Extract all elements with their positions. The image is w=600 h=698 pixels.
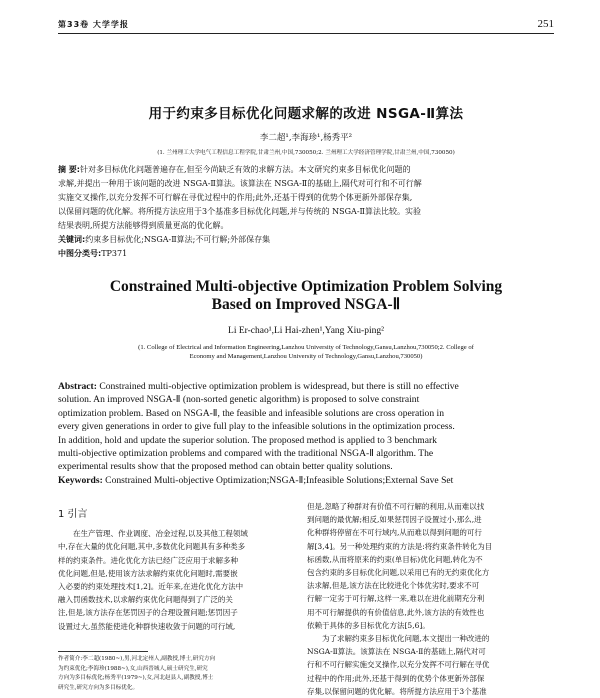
english-abstract-line: multi-objective optimization problems and compared with the traditional NSGA-Ⅱ algorithm. The	[58, 448, 434, 460]
chinese-title: 用于约束多目标优化问题求解的改进 NSGA-Ⅱ算法	[148, 106, 464, 122]
running-header	[58, 16, 554, 30]
english-abstract-line: solution. An improved NSGA-Ⅱ (non-sorted genetic algorithm) is proposed to solve constraint	[58, 394, 420, 406]
chinese-authors: 李二超¹,李海珍¹,杨秀平²	[259, 133, 353, 143]
intro-line: 入必要的约束处理技术[1,2]。近年来,在进化优化方法中	[58, 582, 244, 592]
chinese-affiliation: (1. 兰州理工大学电气工程信息工程学院,甘肃兰州,中国,730050;2. 兰州理工大学经济管理学院,甘肃兰州,中国,730050)	[157, 150, 455, 156]
chinese-keywords-label: 关键词:	[58, 235, 86, 244]
intro-line: 样的约束条件。进化优化方法已经广泛应用于求解多种	[58, 555, 238, 565]
footnote-line: 方向为多目标优化;杨秀平(1979~),女,河北赵县人,副教授,博士	[58, 675, 214, 682]
chinese-abstract-line: 针对多目标优化问题普遍存在,但至今尚缺乏有效的求解方法。本文研究约束多目标优化问题的	[79, 165, 411, 174]
intro-line: 行解一定劣于可行解,这样一来,难以在进化前期充分利	[307, 594, 485, 604]
intro-line: NSGA-Ⅱ算法。该算法在 NSGA-Ⅱ的基础上,隔代对可	[307, 647, 486, 657]
english-authors: Li Er-chao¹,Li Hai-zhen¹,Yang Xiu-ping²	[228, 326, 384, 336]
intro-line: 注,但是,该方法存在惩罚因子的合理设置问题;惩罚因子	[58, 608, 238, 618]
english-abstract-label: Abstract:	[58, 381, 97, 392]
page-number: 251	[537, 18, 554, 30]
intro-line: 融入罚函数技术,以求解约束优化问题得到了广泛的关	[58, 595, 233, 605]
intro-line: 用不可行解提供的有价值信息,此外,该方法的有效性也	[307, 607, 485, 617]
chinese-keywords: 约束多目标优化;NSGA-Ⅱ算法;不可行解;外部保存集	[85, 235, 271, 244]
right-column	[307, 500, 554, 698]
english-abstract-line: optimization problem. Based on NSGA-Ⅱ, the feasible and infeasible solutions are cross operation in	[58, 407, 444, 419]
intro-line: 但是,忽略了种群对有价值不可行解的利用,从而难以找	[307, 502, 485, 511]
english-abstract-block	[58, 380, 554, 487]
intro-line: 为了求解约束多目标优化问题,本文提出一种改进的	[322, 634, 490, 644]
intro-line: 优化问题,但是,使用该方法求解约束优化问题时,需要嵌	[58, 568, 238, 578]
english-title-line: Constrained Multi-objective Optimization Problem Solving	[109, 278, 503, 295]
chinese-abstract-line: 结果表明,所提方法能够得到质量更高的优化解。	[58, 221, 229, 230]
intro-line: 在生产管理、作业调度、冶金过程,以及其他工程领域	[73, 529, 248, 539]
intro-line: 依赖于具体的多目标优化方法[5,6]。	[307, 620, 430, 630]
header-rule	[58, 33, 554, 34]
chinese-abstract-line: 实施交叉操作,以充分发挥不可行解在寻优过程中的作用;此外,还基于得到的优势个体更新外部保存集,	[58, 193, 413, 202]
english-affiliation-line: Economy and Management,Lanzhou University of Technology,Gansu,Lanzhou,730050)	[189, 353, 423, 360]
intro-line: 设置过大,虽然能使进化种群快速收敛于问题的可行域,	[58, 621, 236, 631]
footnote-line: 研究生,研究方向为多目标优化。	[58, 684, 139, 691]
intro-line: 法求解,但是,该方法在比较进化个体优劣时,要求不可	[307, 581, 480, 591]
journal-name: 第33卷 大学学报	[58, 20, 129, 29]
chinese-abstract-block	[58, 163, 554, 261]
section-heading: 1 引言	[58, 509, 88, 520]
author-footnote	[58, 655, 298, 693]
english-title	[58, 278, 554, 314]
clc-label: 中图分类号:	[58, 249, 102, 258]
english-abstract-line: Constrained multi-objective optimization problem is widespread, but there is still no effective	[99, 381, 459, 392]
footnote-rule	[58, 651, 148, 652]
english-abstract-line: In addition, hold and update the superior solution. The proposed method is applied to 3 benchmark	[58, 434, 437, 446]
chinese-abstract-line: 以保留问题的优化解。将所提方法应用于3个基准多目标优化问题,并与传统的 NSGA-Ⅱ算法比较。实验	[58, 207, 421, 216]
english-affiliation	[70, 343, 542, 361]
intro-line: 中,存在大量的优化问题,其中,多数优化问题具有多种类多	[58, 542, 246, 552]
chinese-abstract-line: 求解,并提出一种用于该问题的改进 NSGA-Ⅱ算法。该算法在 NSGA-Ⅱ的基础上,隔代对可行和不可行解	[58, 179, 422, 188]
english-abstract-line: every given generations in order to give full play to the infeasible solutions in the optimization process.	[58, 421, 455, 433]
intro-line: 解[3,4]。另一种处理约束的方法是:将约束条件转化为目	[307, 541, 493, 551]
intro-line: 包含约束的多目标优化问题,以采用已有的无约束优化方	[307, 568, 490, 578]
english-keywords: Constrained Multi-objective Optimization;NSGA-Ⅱ;Infeasible Solutions;External Save Set	[105, 474, 454, 486]
footnote-line: 为约束优化;李海珍(1988~),女,山西晋城人,硕士研究生,研究	[58, 665, 208, 672]
footnote-line: 作者简介:李二超(1980~),男,河北定州人,副教授,博士,研究方向	[58, 656, 216, 662]
intro-line: 存集,以保留问题的优化解。将所提方法应用于3个基准	[307, 686, 487, 696]
clc-number: TP371	[101, 249, 128, 258]
english-title-line: Based on Improved NSGA-Ⅱ	[211, 296, 401, 313]
intro-line: 标函数,从而将原来的约束(单目标)优化问题,转化为不	[307, 554, 483, 564]
english-keywords-label: Keywords:	[58, 474, 103, 486]
english-abstract-line: experimental results show that the proposed method can obtain better quality solutions.	[58, 461, 393, 473]
english-affiliation-line: (1. College of Electrical and Information Engineering,Lanzhou University of Technology,Gansu,Lanzhou,730050;2. College of	[138, 344, 474, 351]
left-column	[58, 508, 298, 633]
intro-line: 到问题的最优解;相反,如果惩罚因子设置过小,那么,进	[307, 515, 482, 525]
intro-line: 过程中的作用;此外,还基于得到的优势个体更新外部保	[307, 673, 485, 683]
intro-line: 化种群将停留在不可行域内,从而难以得到问题的可行	[307, 528, 482, 538]
intro-line: 行和不可行解实施交叉操作,以充分发挥不可行解在寻优	[307, 660, 490, 670]
chinese-abstract-label: 摘 要:	[58, 165, 80, 174]
